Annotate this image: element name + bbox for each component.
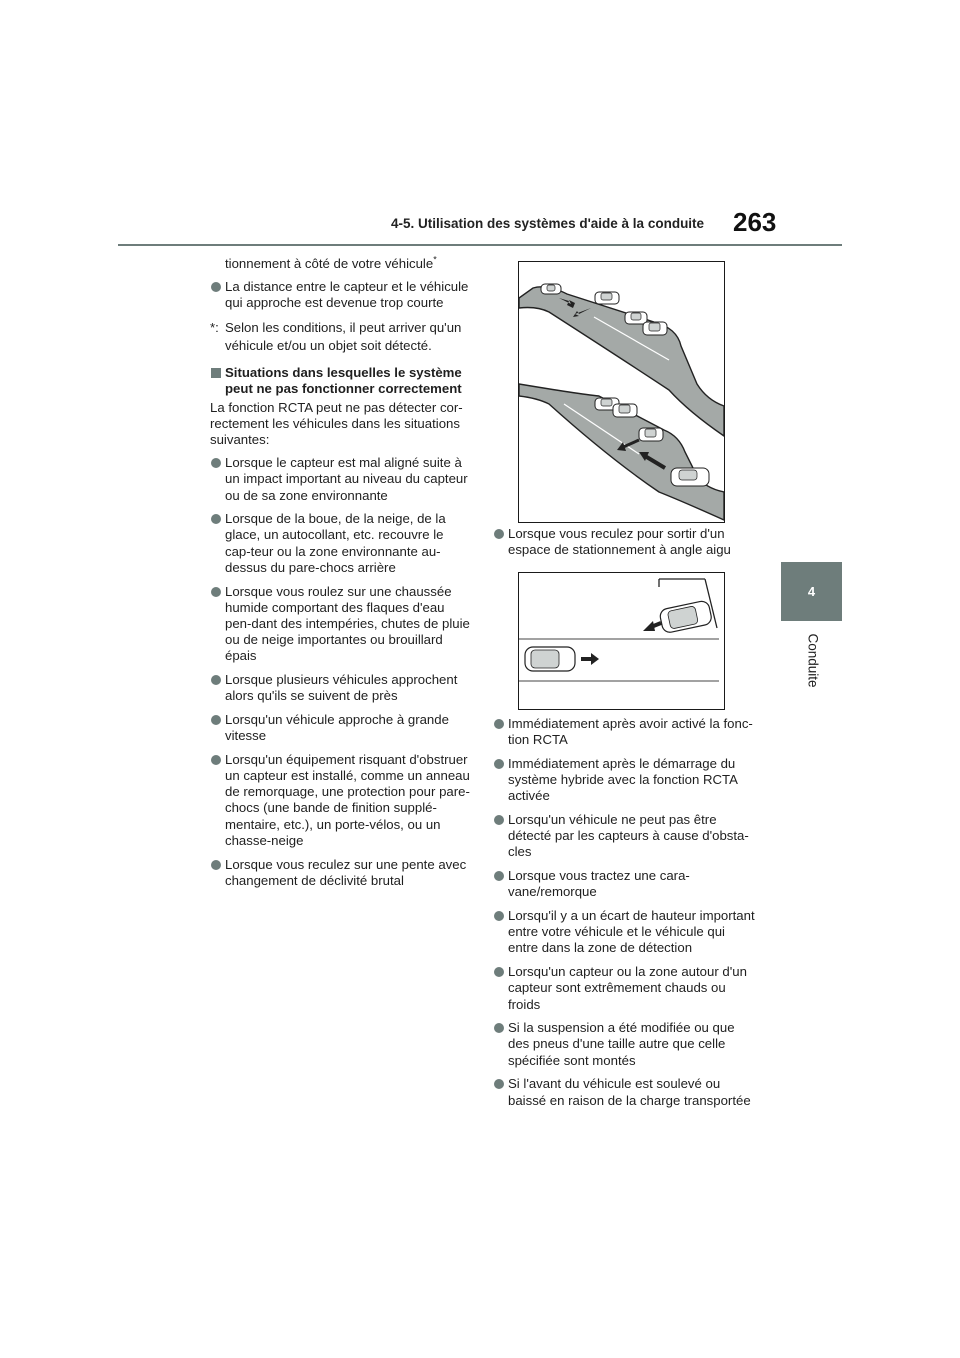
list-item xyxy=(493,716,755,748)
list-item-text: Lorsqu'un capteur ou la zone autour d'un capteur sont extrêmement chauds ou froids xyxy=(508,964,747,1012)
footnote-mark: *: xyxy=(210,320,219,336)
list-item-text: Si la suspension a été modifiée ou que des pneus d'une taille autre que celle spécifiée sont montés xyxy=(508,1020,735,1068)
page-number: 263 xyxy=(733,207,777,237)
list-item-text: Si l'avant du véhicule est soulevé ou baissé en raison de la charge transportée xyxy=(508,1076,751,1108)
right-column xyxy=(493,526,755,566)
bullet-icon xyxy=(494,1023,504,1033)
car-icon xyxy=(595,292,619,304)
list-item xyxy=(493,964,755,1013)
arrow-icon xyxy=(581,653,599,665)
list-item xyxy=(493,1076,755,1108)
list-item-text: Lorsque vous roulez sur une chaussée humide comportant des flaques d'eau pen-dant des intempéries, chutes de pluie ou de neige importantes ou brouillard épais xyxy=(225,583,470,664)
footnote xyxy=(210,319,472,355)
list-item-text: Immédiatement après le démarrage du système hybride avec la fonction RCTA activée xyxy=(508,755,738,804)
list-item-text: Lorsque vous reculez sur une pente avec changement de déclivité brutal xyxy=(225,856,467,888)
list-item-text: La distance entre le capteur et le véhicule qui approche est devenue trop courte xyxy=(225,279,469,311)
bullet-icon xyxy=(494,967,504,977)
bullet-icon xyxy=(494,815,504,825)
list-item xyxy=(493,1020,755,1069)
bullet-icon xyxy=(494,719,504,729)
list-item xyxy=(210,584,472,665)
list-item-text: Lorsqu'un véhicule ne peut pas être détecté par les capteurs à cause d'obsta-cles xyxy=(508,812,749,860)
list-item xyxy=(210,752,472,849)
car-icon xyxy=(643,322,667,335)
list-item-text: Lorsqu'il y a un écart de hauteur important entre votre véhicule et le véhicule qui entre dans la zone de détection xyxy=(508,908,755,956)
bullet-icon xyxy=(494,1079,504,1089)
chapter-label-text: Conduite xyxy=(805,632,821,688)
bullet-icon xyxy=(494,871,504,881)
bullet-icon xyxy=(494,759,504,769)
section-title: 4-5. Utilisation des systèmes d'aide à la conduite xyxy=(391,216,705,231)
chapter-label xyxy=(783,630,843,690)
list-item-text: Lorsque le capteur est mal aligné suite à un impact important au niveau du capteur ou de sa zone environnante xyxy=(225,455,468,503)
intro-paragraph: La fonction RCTA peut ne pas détecter cor-rectement les véhicules dans les situations suivantes: xyxy=(210,399,463,447)
bullet-icon xyxy=(211,755,221,765)
chapter-tab xyxy=(781,562,842,621)
bullet-icon xyxy=(211,282,221,292)
list-item-text: Lorsque vous tractez une cara-vane/remorque xyxy=(508,868,690,900)
list-item xyxy=(210,672,472,704)
right-column-list xyxy=(493,716,755,1116)
bullet-icon xyxy=(211,675,221,685)
bullet-icon xyxy=(494,529,504,539)
angled-parking-illustration xyxy=(518,572,725,710)
bullet-icon xyxy=(211,715,221,725)
subsection-heading-text: Situations dans lesquelles le système peut ne pas fonctionner correctement xyxy=(225,365,462,397)
slope-road-illustration xyxy=(518,261,725,523)
square-bullet-icon xyxy=(211,368,221,378)
bullet-icon xyxy=(211,458,221,468)
header-divider xyxy=(118,244,842,246)
list-item xyxy=(210,455,472,504)
bullet-icon xyxy=(211,587,221,597)
car-icon xyxy=(613,404,637,417)
list-item xyxy=(493,526,755,558)
list-item-text: Immédiatement après avoir activé la fonc-tion RCTA xyxy=(508,716,753,748)
bullet-icon xyxy=(211,514,221,524)
list-item-text: Lorsque de la boue, de la neige, de la glace, un autocollant, etc. recouvre le cap-teur ou la zone environnante au-dessus du pare-chocs arrière xyxy=(225,511,446,575)
list-item xyxy=(210,857,472,889)
list-item-text: Lorsque plusieurs véhicules approchent alors qu'ils se suivent de près xyxy=(225,672,458,704)
list-item-text: Lorsqu'un véhicule approche à grande vitesse xyxy=(225,711,449,744)
bullet-icon xyxy=(494,911,504,921)
list-item-text: Lorsqu'un équipement risquant d'obstruer un capteur est installé, comme un anneau de remorquage, une protection pour pare-chocs (une bande de finition supplé-mentaire, etc.), un porte-vélos, ou un chasse-neige xyxy=(225,751,470,848)
list-item xyxy=(493,756,755,805)
car-icon xyxy=(541,284,561,294)
car-icon xyxy=(525,647,575,671)
list-item xyxy=(210,279,472,311)
list-item xyxy=(493,908,755,957)
list-item xyxy=(493,868,755,900)
chapter-number: 4 xyxy=(807,584,816,599)
asterisk-mark: * xyxy=(433,254,437,265)
list-item xyxy=(493,812,755,861)
footnote-text: Selon les conditions, il peut arriver qu'un véhicule et/ou un objet soit détecté. xyxy=(225,320,462,354)
subsection-heading xyxy=(210,365,472,397)
list-item xyxy=(210,712,472,744)
car-icon xyxy=(625,312,647,324)
continued-text xyxy=(210,256,472,272)
list-item xyxy=(210,511,472,576)
angled-parking-drawing xyxy=(519,573,724,709)
car-icon xyxy=(671,468,709,486)
car-icon xyxy=(639,428,663,441)
arrow-icon xyxy=(643,621,661,631)
slope-road-drawing xyxy=(519,262,724,522)
continued-text-body: tionnement à côté de votre véhicule xyxy=(225,256,434,271)
left-column xyxy=(210,256,472,897)
list-item-text: Lorsque vous reculez pour sortir d'un espace de stationnement à angle aigu xyxy=(508,526,731,558)
car-icon xyxy=(659,600,713,634)
bullet-icon xyxy=(211,860,221,870)
